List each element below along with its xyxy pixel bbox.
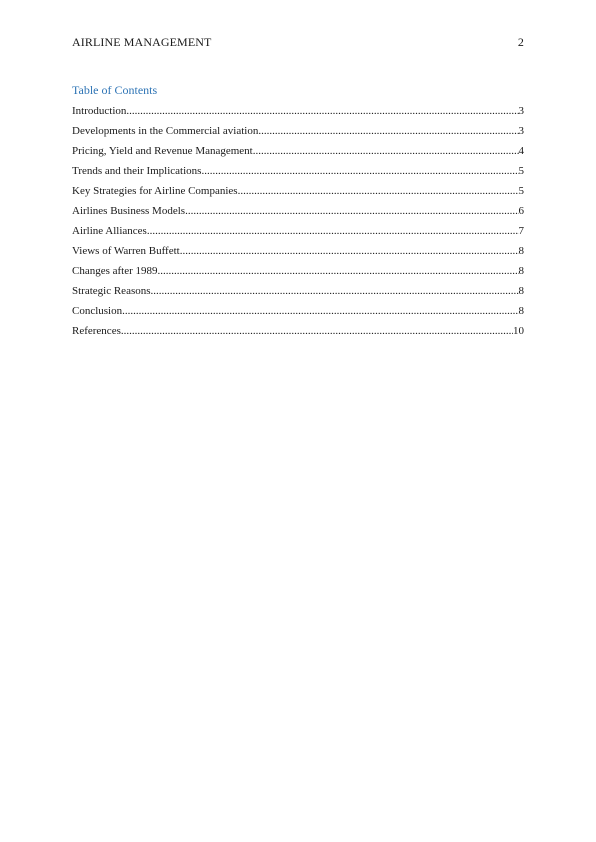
toc-entry-page: 3: [518, 125, 524, 137]
toc-entry-page: 8: [518, 305, 524, 317]
toc-entry-title: Pricing, Yield and Revenue Management: [72, 145, 253, 157]
page-number: 2: [517, 35, 524, 49]
table-of-contents: [72, 104, 524, 344]
page-header: [72, 35, 524, 51]
toc-entry-title: References: [72, 325, 121, 337]
toc-entry-introduction[interactable]: [72, 104, 524, 124]
toc-entry-title: Introduction: [72, 105, 127, 117]
toc-entry-pricing[interactable]: [72, 144, 524, 164]
toc-leader-dots: [185, 204, 518, 218]
toc-entry-developments[interactable]: [72, 124, 524, 144]
running-title: AIRLINE MANAGEMENT: [72, 35, 212, 49]
toc-entry-page: 10: [513, 325, 524, 337]
toc-entry-title: Developments in the Commercial aviation: [72, 125, 259, 137]
toc-entry-page: 3: [518, 105, 524, 117]
toc-entry-warren-buffett[interactable]: [72, 244, 524, 264]
toc-leader-dots: [121, 324, 513, 338]
toc-entry-title: Key Strategies for Airline Companies: [72, 185, 238, 197]
toc-leader-dots: [158, 264, 519, 278]
toc-leader-dots: [122, 304, 518, 318]
toc-entry-key-strategies[interactable]: [72, 184, 524, 204]
toc-entry-title: Airline Alliances: [72, 225, 147, 237]
toc-entry-page: 8: [518, 265, 524, 277]
toc-leader-dots: [253, 144, 519, 158]
toc-entry-page: 5: [518, 185, 524, 197]
toc-entry-page: 7: [518, 225, 524, 237]
toc-entry-changes-1989[interactable]: [72, 264, 524, 284]
toc-entry-title: Changes after 1989: [72, 265, 158, 277]
toc-leader-dots: [180, 244, 519, 258]
toc-entry-page: 8: [518, 245, 524, 257]
toc-entry-title: Views of Warren Buffett: [72, 245, 180, 257]
toc-entry-business-models[interactable]: [72, 204, 524, 224]
toc-entry-page: 8: [518, 285, 524, 297]
toc-entry-title: Conclusion: [72, 305, 123, 317]
toc-leader-dots: [201, 164, 518, 178]
toc-leader-dots: [151, 284, 519, 298]
toc-entry-title: Trends and their Implications: [72, 165, 202, 177]
toc-leader-dots: [258, 124, 518, 138]
toc-entry-title: Airlines Business Models: [72, 205, 186, 217]
toc-entry-page: 6: [518, 205, 524, 217]
toc-entry-conclusion[interactable]: [72, 304, 524, 324]
toc-leader-dots: [147, 224, 519, 238]
toc-entry-page: 4: [518, 145, 524, 157]
toc-entry-page: 5: [518, 165, 524, 177]
toc-heading: Table of Contents: [72, 83, 158, 97]
toc-leader-dots: [126, 104, 518, 118]
toc-entry-references[interactable]: [72, 324, 524, 344]
toc-entry-strategic-reasons[interactable]: [72, 284, 524, 304]
toc-leader-dots: [238, 184, 519, 198]
toc-entry-trends[interactable]: [72, 164, 524, 184]
toc-entry-title: Strategic Reasons: [72, 285, 151, 297]
toc-entry-alliances[interactable]: [72, 224, 524, 244]
